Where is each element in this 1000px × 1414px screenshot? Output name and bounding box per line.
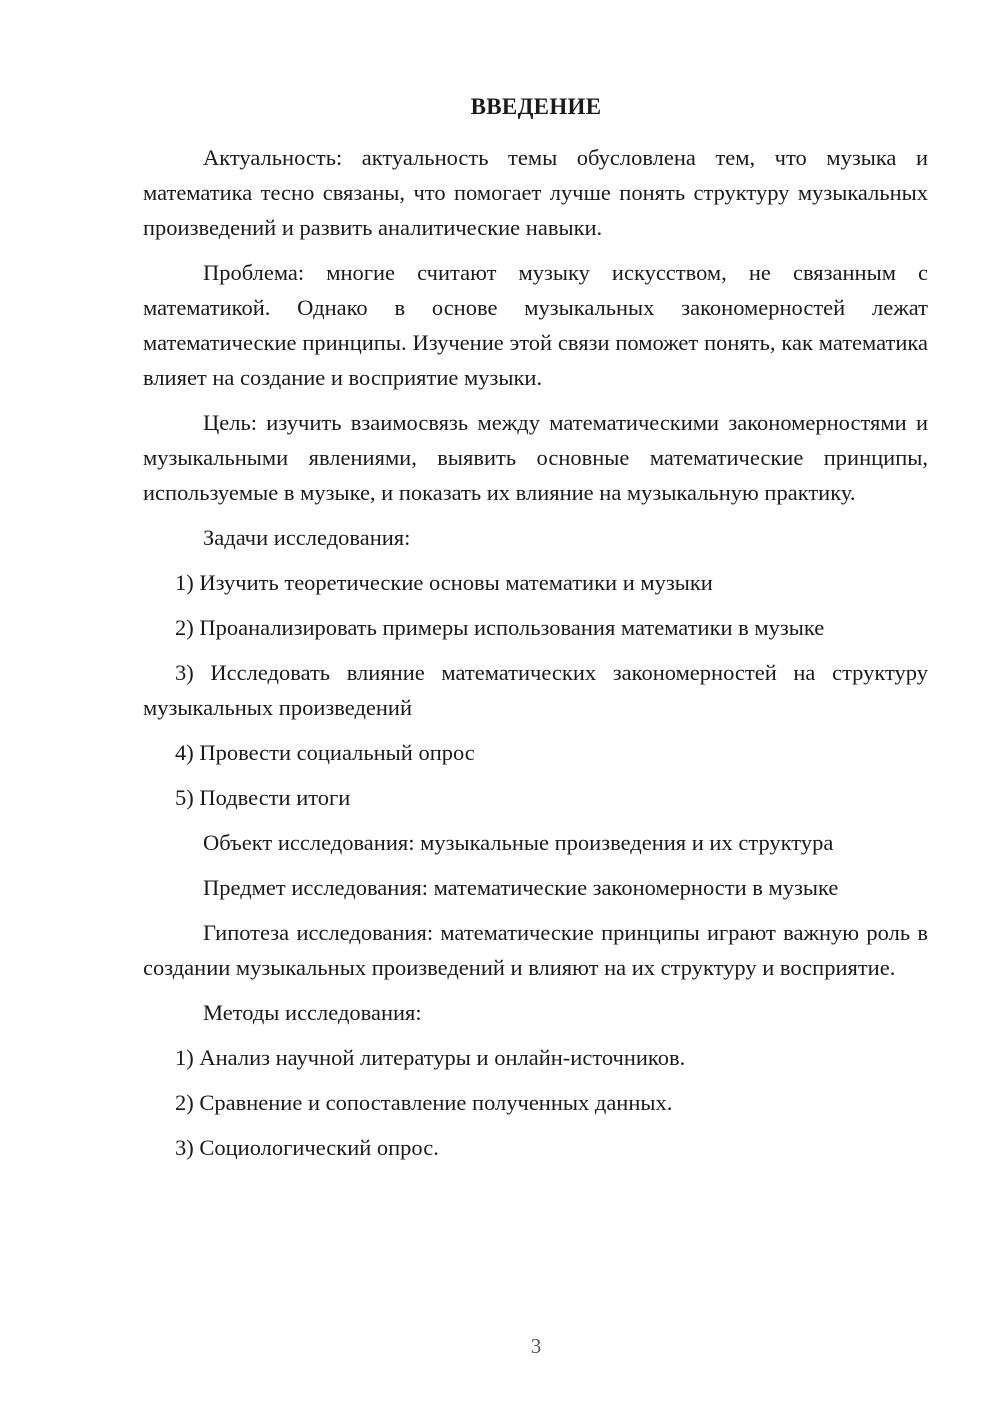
method-item: 3) Социологический опрос. [175, 1135, 439, 1160]
method-item: 2) Сравнение и сопоставление полученных данных. [175, 1090, 673, 1115]
methods-heading: Методы исследования: [203, 1000, 422, 1025]
subject-paragraph: Предмет исследования: математические закономерности в музыке [203, 875, 839, 900]
problem-paragraph: Проблема: многие считают музыку искусством, не связанным с математикой. Однако в основе музыкальных закономерностей лежат математические принципы. Изучение этой связи поможет понять, как математика влияет на создание и восприятие музыки. [143, 260, 928, 390]
task-item: 2) Проанализировать примеры использования математики в музыке [175, 615, 825, 640]
task-item: 1) Изучить теоретические основы математики и музыки [175, 570, 713, 595]
tasks-heading: Задачи исследования: [203, 525, 411, 550]
method-item: 1) Анализ научной литературы и онлайн-источников. [175, 1045, 686, 1070]
task-item: 4) Провести социальный опрос [175, 740, 475, 765]
page-content [143, 140, 928, 1175]
relevance-paragraph: Актуальность: актуальность темы обусловлена тем, что музыка и математика тесно связаны, что помогает лучше понять структуру музыкальных произведений и развить аналитические навыки. [143, 145, 928, 240]
task-item: 3) Исследовать влияние математических закономерностей на структуру музыкальных произведений [143, 660, 928, 720]
page-title: ВВЕДЕНИЕ [470, 94, 602, 119]
hypothesis-paragraph: Гипотеза исследования: математические принципы играют важную роль в создании музыкальных произведений и влияют на их структуру и восприятие. [143, 920, 928, 980]
object-paragraph: Объект исследования: музыкальные произведения и их структура [203, 830, 834, 855]
page-number: 3 [530, 1334, 542, 1358]
task-item: 5) Подвести итоги [175, 785, 351, 810]
goal-paragraph: Цель: изучить взаимосвязь между математическими закономерностями и музыкальными явлениями, выявить основные математические принципы, используемые в музыке, и показать их влияние на музыкальную практику. [143, 410, 928, 505]
